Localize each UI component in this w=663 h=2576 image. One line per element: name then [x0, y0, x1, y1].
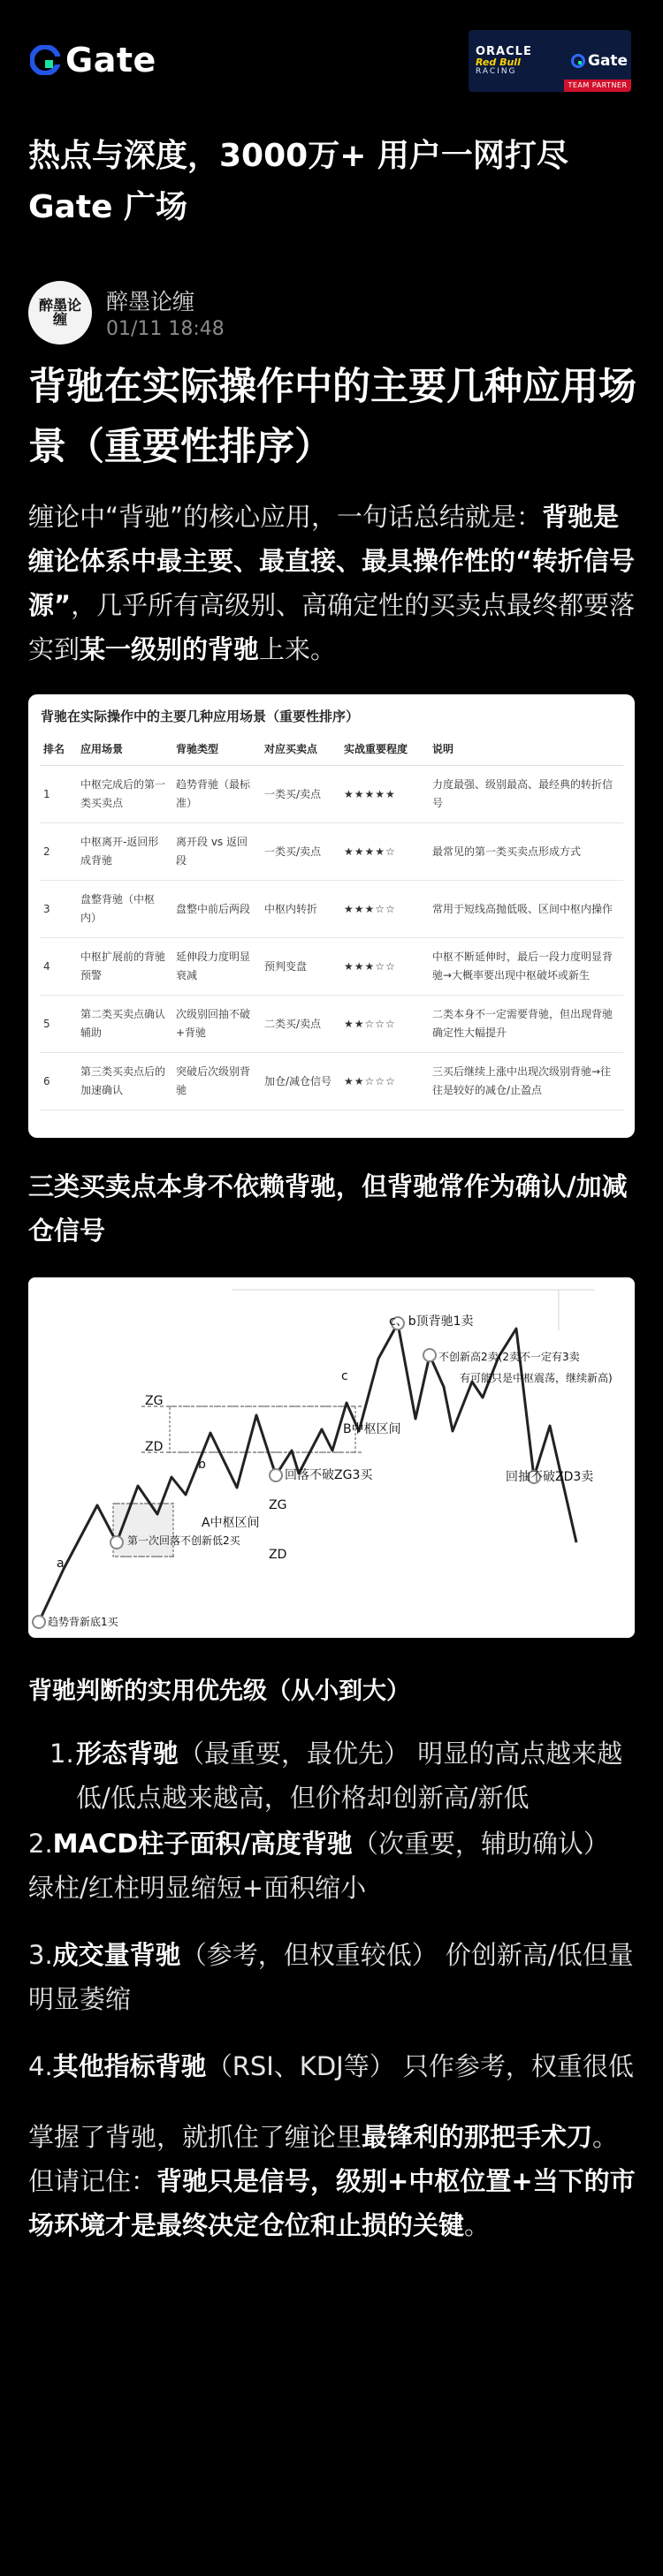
rating-stars: ★★☆☆☆ — [340, 996, 429, 1053]
intro-text-1: 缠论中“背驰”的核心应用，一句话总结就是： — [28, 502, 543, 532]
label-zg: ZG — [145, 1394, 164, 1408]
label-no-new-high: 不创新高2卖(2卖不一定有3卖 — [438, 1351, 580, 1363]
chan-theory-diagram-image[interactable] — [28, 1277, 635, 1638]
promo-headline-line2: Gate 广场 — [28, 189, 188, 225]
priority-item-4-bold: 其他指标背驰 — [52, 2051, 207, 2081]
label-b: b — [198, 1458, 206, 1472]
label-top-sell: c、b顶背驰1卖 — [389, 1315, 474, 1329]
table-cell: 6 — [40, 1053, 77, 1110]
scenario-table — [40, 732, 623, 1110]
oracle-redbull-partner-banner[interactable] — [469, 30, 631, 92]
priority-item-4-text: （RSI、KDJ等） 只作参考，权重很低 — [206, 2051, 634, 2081]
table-cell: 第三类买卖点后的加速确认 — [77, 1053, 172, 1110]
chan-diagram-svg — [28, 1277, 635, 1638]
priority-item-1-bold: 形态背驰 — [76, 1739, 179, 1769]
table-row — [40, 996, 623, 1053]
avatar-calligraphy: 醉墨论缠 — [38, 297, 81, 328]
label-buy2: 第一次回落不创新低2买 — [127, 1534, 240, 1547]
table-cell: 预判变盘 — [261, 938, 340, 996]
promo-headline-line1: 热点与深度，3000万+ 用户一网打尽 — [28, 138, 568, 174]
priority-heading: 背驰判断的实用优先级（从小到大） — [28, 1678, 410, 1705]
conclusion-bold-2: 背驰只是信号，级别+中枢位置+当下的市场环境才是最终决定仓位和止损的关键 — [28, 2166, 636, 2240]
table-header-cell: 应用场景 — [77, 732, 172, 766]
table-cell: 最常见的第一类买卖点形成方式 — [429, 823, 623, 881]
table-caption: 背驰在实际操作中的主要几种应用场景（重要性排序） — [41, 708, 360, 724]
table-cell: 4 — [40, 938, 77, 996]
team-partner-badge: TEAM PARTNER — [564, 80, 631, 92]
priority-item-4 — [28, 2044, 638, 2088]
label-a: a — [57, 1557, 65, 1571]
table-row — [40, 766, 623, 823]
table-cell: 二类本身不一定需要背驰，但出现背驰确定性大幅提升 — [429, 996, 623, 1053]
priority-item-2-number: 2. — [28, 1829, 53, 1859]
priority-item-1-number: 1. — [50, 1739, 74, 1769]
priority-item-2-text: （次重要，辅助确认） 绿柱/红柱明显缩短+面积缩小 — [28, 1829, 609, 1903]
label-zg-a: ZG — [269, 1498, 287, 1512]
priority-item-2 — [28, 1822, 638, 1910]
table-row — [40, 881, 623, 938]
table-cell: 中枢扩展前的背驰预警 — [77, 938, 172, 996]
table-cell: 中枢完成后的第一类买卖点 — [77, 766, 172, 823]
label-zg3-buy: 回落不破ZG3买 — [285, 1468, 373, 1482]
partner-gate-text: Gate — [588, 52, 629, 70]
table-header-cell: 实战重要程度 — [340, 732, 429, 766]
table-cell: 盘整中前后两段 — [172, 881, 261, 938]
table-cell: 3 — [40, 881, 77, 938]
label-c: c — [341, 1369, 348, 1383]
table-header-cell: 说明 — [429, 732, 623, 766]
table-cell: 离开段 vs 返回段 — [172, 823, 261, 881]
table-cell: 次级别回抽不破+背驰 — [172, 996, 261, 1053]
table-cell: 2 — [40, 823, 77, 881]
label-no-new-high2: 有可能只是中枢震荡，继续新高) — [460, 1372, 613, 1384]
table-cell: 盘整背驰（中枢内） — [77, 881, 172, 938]
rating-stars: ★★☆☆☆ — [340, 1053, 429, 1110]
intro-paragraph — [28, 495, 638, 671]
conclusion-paragraph — [28, 2115, 638, 2247]
table-cell: 5 — [40, 996, 77, 1053]
label-zd3-sell: 回抽不破ZD3卖 — [506, 1470, 594, 1484]
table-cell: 中枢内转折 — [261, 881, 340, 938]
table-cell: 二类买/卖点 — [261, 996, 340, 1053]
conclusion-text-3: 。 — [464, 2210, 491, 2240]
post-timestamp: 01/11 18:48 — [106, 318, 225, 340]
table-cell: 1 — [40, 766, 77, 823]
table-row — [40, 1053, 623, 1110]
table-cell: 三买后继续上涨中出现次级别背驰→往往是较好的减仓/止盈点 — [429, 1053, 623, 1110]
table-cell: 第二类买卖点确认辅助 — [77, 996, 172, 1053]
gate-logo[interactable] — [30, 41, 156, 80]
redbull-text: Red Bull — [476, 57, 521, 69]
priority-item-1-text: （最重要，最优先） 明显的高点越来越低/低点越来越高，但价格却创新高/新低 — [76, 1739, 623, 1813]
priority-item-3-number: 3. — [28, 1940, 53, 1970]
table-cell: 延伸段力度明显衰减 — [172, 938, 261, 996]
scenario-table-image[interactable] — [28, 694, 635, 1138]
gate-logo-icon — [30, 45, 60, 75]
rating-stars: ★★★☆☆ — [340, 881, 429, 938]
label-buy1: 趋势背新底1买 — [48, 1616, 118, 1628]
avatar[interactable] — [28, 281, 92, 345]
table-cell: 力度最强、级别最高、最经典的转折信号 — [429, 766, 623, 823]
label-zd: ZD — [145, 1440, 164, 1454]
intro-text-3: 上来。 — [259, 634, 337, 664]
rating-stars: ★★★★★ — [340, 766, 429, 823]
conclusion-bold-1: 最锋利的那把手术刀 — [362, 2122, 593, 2152]
table-row — [40, 938, 623, 996]
priority-item-3-bold: 成交量背驰 — [52, 1940, 181, 1970]
conclusion-text-1: 掌握了背驰，就抓住了缠论里 — [28, 2122, 362, 2152]
table-cell: 中枢不断延伸时，最后一段力度明显背驰→大概率要出现中枢破坏或新生 — [429, 938, 623, 996]
intro-bold-1: 背驰是缠论体系中最主要、最直接、最具操作性的“转折信号源” — [28, 502, 636, 620]
table-cell: 一类买/卖点 — [261, 766, 340, 823]
intro-bold-2: 某一级别的背驰 — [80, 634, 260, 664]
priority-item-3 — [28, 1933, 638, 2021]
table-cell: 中枢离开-返回形成背驰 — [77, 823, 172, 881]
racing-text: RACING — [476, 66, 517, 76]
table-cell: 常用于短线高抛低吸、区间中枢内操作 — [429, 881, 623, 938]
section2-heading: 三类买卖点本身不依赖背驰，但背驰常作为确认/加减仓信号 — [28, 1171, 628, 1246]
table-cell: 趋势背驰（最标准） — [172, 766, 261, 823]
author-name[interactable]: 醉墨论缠 — [106, 289, 195, 314]
promo-headline — [28, 131, 629, 233]
label-zd-a: ZD — [269, 1548, 287, 1562]
gate-brand-text: Gate — [65, 41, 156, 80]
table-header-cell: 背驰类型 — [172, 732, 261, 766]
intro-text-2: ，几乎所有高级别、高确定性的买卖点最终都要落实到 — [28, 590, 636, 664]
label-a-center: A中枢区间 — [202, 1516, 260, 1530]
table-row — [40, 823, 623, 881]
rating-stars: ★★★☆☆ — [340, 938, 429, 996]
table-header-cell: 排名 — [40, 732, 77, 766]
priority-item-4-number: 4. — [28, 2051, 53, 2081]
table-cell: 一类买/卖点 — [261, 823, 340, 881]
post-title: 背驰在实际操作中的主要几种应用场景（重要性排序） — [28, 365, 636, 469]
label-b-center: B中枢区间 — [343, 1422, 401, 1436]
conclusion-text-2: 。但请记住： — [28, 2122, 619, 2196]
priority-item-2-bold: MACD柱子面积/高度背驰 — [52, 1829, 353, 1859]
priority-item-1 — [50, 1731, 633, 1820]
table-header-cell: 对应买卖点 — [261, 732, 340, 766]
table-header-row — [40, 732, 623, 766]
table-cell: 突破后次级别背驰 — [172, 1053, 261, 1110]
priority-item-3-text: （参考，但权重较低） 价创新高/低但量明显萎缩 — [28, 1940, 634, 2014]
oracle-text: ORACLE — [476, 44, 532, 58]
table-cell: 加仓/减仓信号 — [261, 1053, 340, 1110]
gate-small-logo-icon — [571, 54, 585, 68]
rating-stars: ★★★★☆ — [340, 823, 429, 881]
